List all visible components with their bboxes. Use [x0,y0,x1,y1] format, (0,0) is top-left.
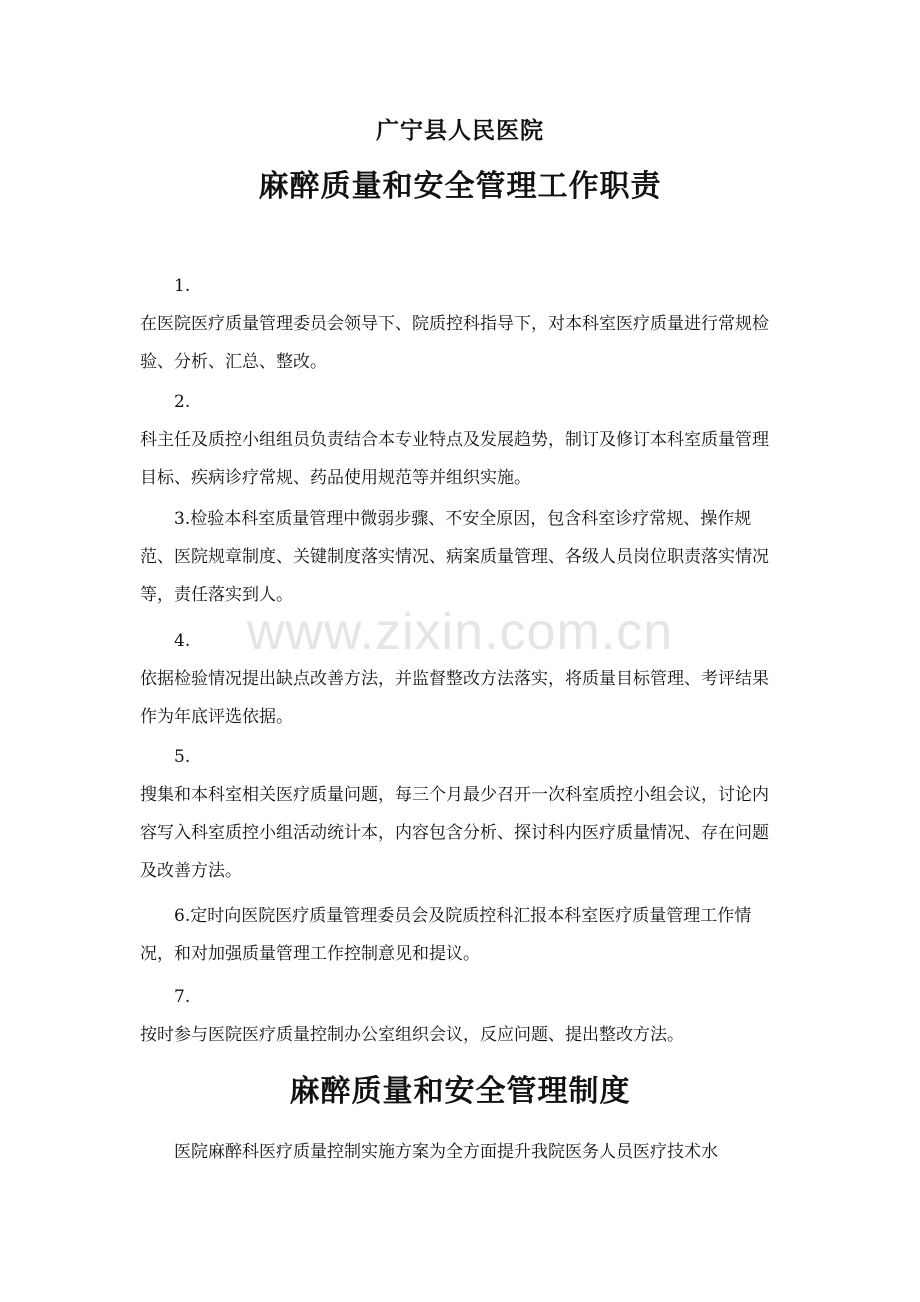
item-number: 2. [174,392,191,412]
item-number: 4. [174,631,191,651]
list-item [140,383,772,497]
list-item [140,738,772,890]
item-text: 在医院医疗质量管理委员会领导下、院质控科指导下，对本科室医疗质量进行常规检验、分析、汇总、整改。 [140,314,769,372]
item-number: 5. [174,747,191,767]
document-title: 麻醉质量和安全管理工作职责 [258,169,662,204]
item-number: 7. [174,987,191,1007]
hospital-name: 广宁县人民医院 [376,117,544,144]
item-number: 1. [174,276,191,296]
list-item [140,622,772,736]
item-text: 科主任及质控小组组员负责结合本专业特点及发展趋势，制订及修订本科室质量管理目标、疾病诊疗常规、药品使用规范等并组织实施。 [140,430,769,488]
section-title: 麻醉质量和安全管理制度 [289,1074,631,1109]
list-item [140,897,772,973]
item-text: 6.定时向医院医疗质量管理委员会及院质控科汇报本科室医疗质量管理工作情况，和对加强质量管理工作控制意见和提议。 [140,906,752,964]
list-item [140,267,772,381]
item-text: 依据检验情况提出缺点改善方法，并监督整改方法落实，将质量目标管理、考评结果作为年底评选依据。 [140,669,769,727]
list-item [140,500,772,614]
intro-text: 医院麻醉科医疗质量控制实施方案为全方面提升我院医务人员医疗技术水 [174,1142,718,1162]
item-text: 3.检验本科室质量管理中微弱步骤、不安全原因，包含科室诊疗常规、操作规范、医院规章制度、关键制度落实情况、病案质量管理、各级人员岗位职责落实情况等，责任落实到人。 [140,509,769,605]
watermark: www.zixin.com.cn [246,603,674,661]
item-text: 按时参与医院医疗质量控制办公室组织会议，反应问题、提出整改方法。 [140,1025,684,1045]
list-item [140,978,772,1054]
section-intro [140,1133,772,1171]
item-text: 搜集和本科室相关医疗质量问题，每三个月最少召开一次科室质控小组会议，讨论内容写入科室质控小组活动统计本，内容包含分析、探讨科内医疗质量情况、存在问题及改善方法。 [140,785,769,881]
